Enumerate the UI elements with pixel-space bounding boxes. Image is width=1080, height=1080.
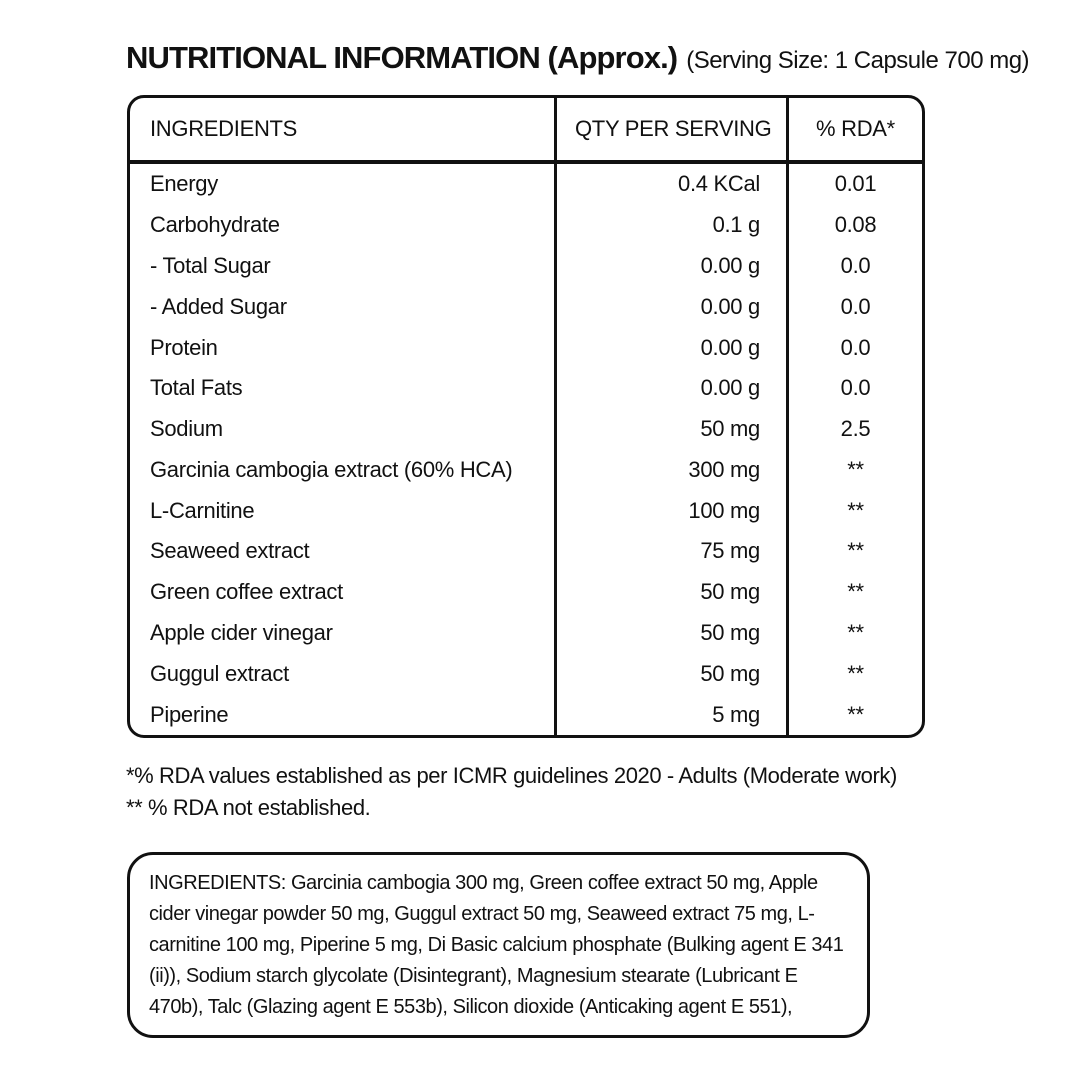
row-rda-value: **	[786, 531, 922, 572]
table-row	[130, 653, 922, 694]
row-ingredient-name: Carbohydrate	[150, 212, 280, 238]
row-rda-value: **	[786, 694, 922, 735]
table-row	[130, 490, 922, 531]
row-qty-per-serving: 0.00 g	[554, 368, 786, 409]
row-rda-value: **	[786, 613, 922, 654]
row-ingredient-name: Protein	[150, 334, 218, 360]
row-qty-per-serving: 0.1 g	[554, 205, 786, 246]
table-row	[130, 531, 922, 572]
row-qty-per-serving: 0.00 g	[554, 327, 786, 368]
row-qty-per-serving: 50 mg	[554, 572, 786, 613]
table-row	[130, 449, 922, 490]
table-row	[130, 164, 922, 205]
column-header-rda: % RDA*	[786, 98, 922, 160]
row-ingredient-name: Green coffee extract	[150, 579, 343, 605]
table-row	[130, 368, 922, 409]
footnote-rda-established: *% RDA values established as per ICMR guidelines 2020 - Adults (Moderate work)	[126, 763, 897, 788]
row-ingredient-name: Apple cider vinegar	[150, 619, 333, 645]
table-row	[130, 409, 922, 450]
table-row	[130, 694, 922, 735]
column-header-qty-per-serving: QTY PER SERVING	[554, 98, 786, 160]
row-qty-per-serving: 50 mg	[554, 613, 786, 654]
table-row	[130, 613, 922, 654]
footnotes	[126, 760, 1026, 824]
page-title-main: NUTRITIONAL INFORMATION (Approx.)	[126, 40, 678, 75]
row-rda-value: **	[786, 490, 922, 531]
ingredients-list-text: INGREDIENTS: Garcinia cambogia 300 mg, Green coffee extract 50 mg, Apple cider vinegar powder 50 mg, Guggul extract 50 mg, Seaweed extract 75 mg, L-carnitine 100 mg, Piperine 5 mg, Di Basic calcium phosphate (Bulking agent E 341 (ii)), Sodium starch glycolate (Disintegrant), Magnesium stearate (Lubricant E 470b), Talc (Glazing agent E 553b), Silicon dioxide (Anticaking agent E 551),	[149, 872, 844, 1018]
row-ingredient-name: Seaweed extract	[150, 538, 310, 564]
row-rda-value: 0.0	[786, 368, 922, 409]
row-rda-value: **	[786, 449, 922, 490]
row-qty-per-serving: 0.00 g	[554, 286, 786, 327]
row-qty-per-serving: 75 mg	[554, 531, 786, 572]
row-ingredient-name: Guggul extract	[150, 660, 289, 686]
serving-size-text: (Serving Size: 1 Capsule 700 mg)	[686, 47, 1030, 74]
row-ingredient-name: - Added Sugar	[150, 293, 287, 319]
row-ingredient-name: Garcinia cambogia extract (60% HCA)	[150, 456, 513, 482]
table-row	[130, 205, 922, 246]
column-header-ingredients: INGREDIENTS	[150, 116, 298, 141]
table-row	[130, 327, 922, 368]
row-qty-per-serving: 100 mg	[554, 490, 786, 531]
table-header-row	[130, 98, 922, 164]
row-ingredient-name: Piperine	[150, 701, 229, 727]
row-qty-per-serving: 300 mg	[554, 449, 786, 490]
table-row	[130, 286, 922, 327]
row-qty-per-serving: 0.00 g	[554, 246, 786, 287]
row-ingredient-name: Energy	[150, 171, 218, 197]
table-row	[130, 572, 922, 613]
row-rda-value: 2.5	[786, 409, 922, 450]
row-qty-per-serving: 0.4 KCal	[554, 164, 786, 205]
row-qty-per-serving: 50 mg	[554, 653, 786, 694]
footnote-rda-not-established: ** % RDA not established.	[126, 795, 371, 820]
row-rda-value: 0.0	[786, 246, 922, 287]
row-rda-value: 0.08	[786, 205, 922, 246]
row-ingredient-name: L-Carnitine	[150, 497, 255, 523]
table-row	[130, 246, 922, 287]
row-qty-per-serving: 5 mg	[554, 694, 786, 735]
row-rda-value: 0.0	[786, 327, 922, 368]
row-qty-per-serving: 50 mg	[554, 409, 786, 450]
row-rda-value: **	[786, 572, 922, 613]
row-ingredient-name: Sodium	[150, 416, 223, 442]
row-ingredient-name: - Total Sugar	[150, 252, 271, 278]
row-rda-value: 0.0	[786, 286, 922, 327]
nutrition-table	[127, 95, 925, 738]
ingredients-list-box	[127, 852, 870, 1038]
row-rda-value: **	[786, 653, 922, 694]
page-title	[126, 40, 1056, 76]
row-ingredient-name: Total Fats	[150, 375, 243, 401]
table-body	[130, 164, 922, 735]
row-rda-value: 0.01	[786, 164, 922, 205]
